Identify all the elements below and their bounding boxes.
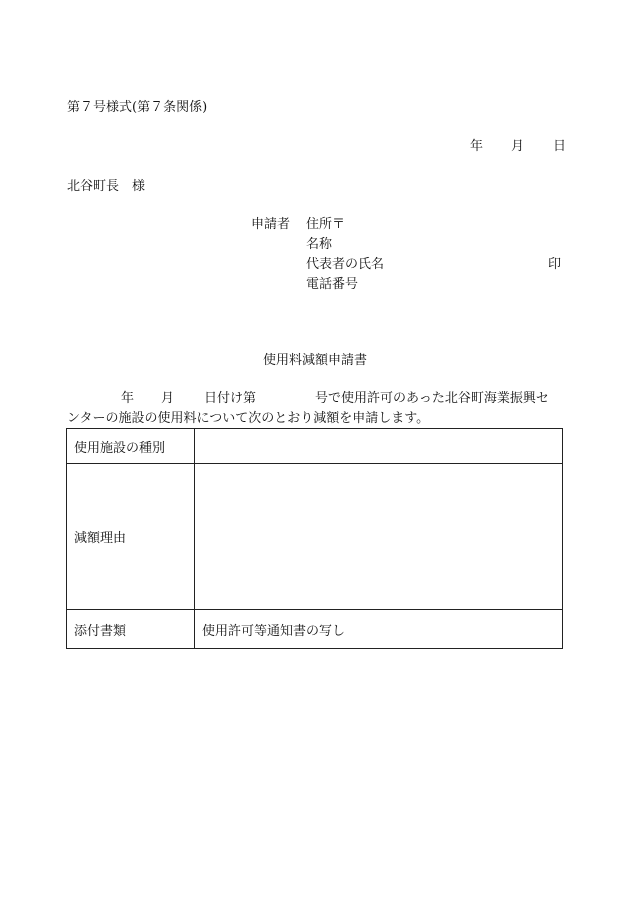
body-year: 年 bbox=[121, 391, 135, 406]
row-value-attachments: 使用許可等通知書の写し bbox=[195, 610, 563, 649]
form-number: 第７号様式(第７条関係) bbox=[67, 100, 208, 115]
table-row bbox=[67, 429, 563, 464]
body-paragraph-line-2: ンターの施設の使用料について次のとおり減額を申請します。 bbox=[67, 411, 430, 426]
row-value-facility-type bbox=[195, 429, 563, 464]
date-year-label: 年 bbox=[470, 139, 484, 154]
applicant-phone: 電話番号 bbox=[306, 277, 359, 292]
row-label-reduction-reason: 減額理由 bbox=[67, 464, 195, 610]
date-day-label: 日 bbox=[553, 139, 567, 154]
applicant-address: 住所〒 bbox=[306, 217, 346, 232]
seal-mark: 印 bbox=[548, 257, 562, 272]
date-month-label: 月 bbox=[511, 139, 525, 154]
table-row bbox=[67, 464, 563, 610]
row-label-facility-type: 使用施設の種別 bbox=[67, 429, 195, 464]
body-month: 月 bbox=[161, 391, 175, 406]
applicant-name: 名称 bbox=[306, 237, 333, 252]
row-value-reduction-reason bbox=[195, 464, 563, 610]
applicant-representative: 代表者の氏名 bbox=[306, 257, 385, 272]
applicant-label: 申請者 bbox=[251, 217, 291, 232]
document-title: 使用料減額申請書 bbox=[262, 353, 367, 368]
row-label-attachments: 添付書類 bbox=[67, 610, 195, 649]
addressee: 北谷町長 様 bbox=[67, 179, 146, 194]
body-line1-rest: 号で使用許可のあった北谷町海業振興セ bbox=[315, 391, 549, 406]
application-table bbox=[66, 428, 563, 649]
body-day-ref: 日付け第 bbox=[204, 391, 257, 406]
table-row bbox=[67, 610, 563, 649]
